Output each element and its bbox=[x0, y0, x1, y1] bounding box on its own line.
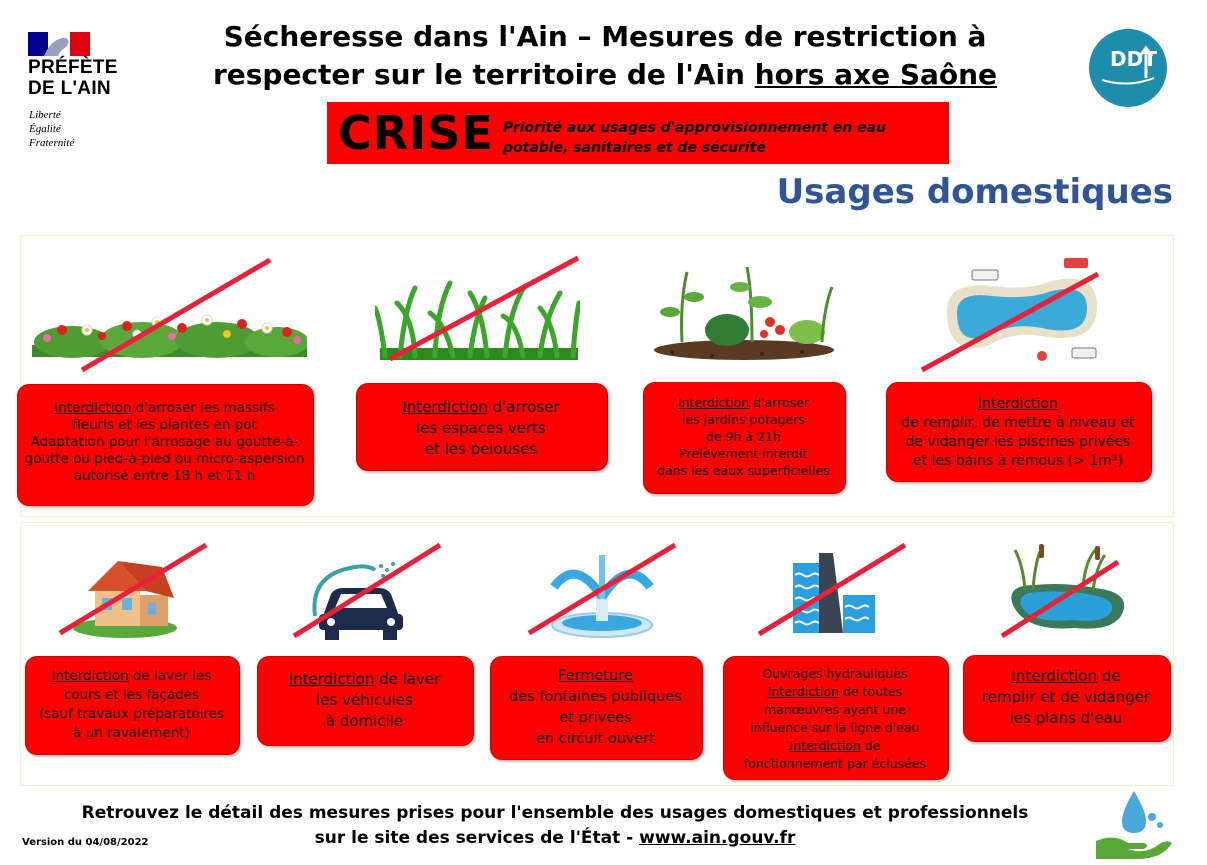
measure-text: et les bains à remous (> 1m³) bbox=[913, 453, 1123, 469]
measure-hydraulic-text bbox=[723, 665, 947, 773]
measure-ponds-text bbox=[963, 666, 1169, 729]
measure-flowerbeds-text bbox=[17, 400, 312, 485]
prefecture-line-2: DE L'AIN bbox=[28, 78, 111, 99]
website-link[interactable]: www.ain.gouv.fr bbox=[639, 828, 796, 848]
measure-text: fonctionnement par éclusées bbox=[743, 756, 927, 771]
measure-text-line bbox=[25, 686, 238, 705]
version-date: Version du 04/08/2022 bbox=[22, 837, 149, 848]
measure-text-line bbox=[356, 418, 606, 439]
measure-keyword: Interdiction bbox=[54, 400, 132, 416]
measure-text-line bbox=[25, 667, 238, 686]
measure-text: cours et les façades bbox=[63, 687, 199, 703]
measure-text-line bbox=[723, 719, 947, 737]
measure-text-line bbox=[963, 666, 1169, 687]
motto-fraternite: Fraternité bbox=[29, 137, 75, 149]
measure-text: des fontaines publiques bbox=[509, 689, 682, 705]
measure-text: les espaces verts bbox=[416, 419, 546, 437]
measure-text-line bbox=[886, 452, 1150, 471]
measure-text: fleuris et les plantes en pot bbox=[72, 417, 257, 433]
measure-text-line bbox=[17, 451, 312, 468]
measure-text: de bbox=[1097, 667, 1121, 685]
measure-text-line bbox=[17, 417, 312, 434]
motto-liberte: Liberté bbox=[29, 109, 61, 121]
measure-text-line bbox=[643, 411, 844, 428]
crisis-priority-text: Priorité aux usages d'approvisionnement en eau potable, sanitaires et de sécurité bbox=[503, 120, 886, 156]
measure-keyword: Interdiction bbox=[288, 670, 375, 688]
prohibition-slash-icon bbox=[292, 543, 442, 638]
measure-text-line bbox=[643, 394, 844, 411]
measure-text: à un ravalement) bbox=[73, 725, 190, 741]
motto-egalite: Égalité bbox=[29, 123, 61, 135]
measure-text-line bbox=[17, 400, 312, 417]
page-title bbox=[160, 18, 1050, 94]
water-drop-hand-icon bbox=[1094, 789, 1174, 861]
measure-text-line bbox=[490, 666, 701, 687]
measure-text: Prélèvement interdit bbox=[679, 446, 808, 461]
measure-text: les plans d'eau bbox=[1009, 709, 1123, 727]
prefecture-name bbox=[28, 57, 118, 99]
prohibition-slash-icon bbox=[80, 258, 272, 372]
measure-text: de bbox=[860, 738, 881, 753]
measure-text-line bbox=[963, 708, 1169, 729]
measure-vehicles-text bbox=[257, 669, 472, 732]
measure-text: Adaptation pour l'arrosage au goutte-à- bbox=[30, 434, 299, 450]
measure-text: autorisé entre 18 h et 11 h bbox=[73, 468, 256, 484]
measure-text: de laver les bbox=[128, 668, 212, 684]
vegetable-garden-icon bbox=[652, 262, 837, 367]
measure-text-line bbox=[723, 755, 947, 773]
measure-text-line bbox=[723, 737, 947, 755]
marianne-flag-icon bbox=[28, 32, 90, 56]
title-line-2-text: respecter sur le territoire de l'Ain bbox=[212, 58, 755, 91]
measure-lawns-text bbox=[356, 397, 606, 460]
measure-text: influence sur la ligne d'eau bbox=[750, 720, 920, 735]
measure-text-line bbox=[257, 690, 472, 711]
prohibition-slash-icon bbox=[1000, 560, 1120, 638]
prohibition-slash-icon bbox=[388, 256, 580, 361]
measure-pools-text bbox=[886, 395, 1150, 471]
section-title: Usages domestiques bbox=[776, 172, 1173, 212]
measure-keyword: Interdiction bbox=[402, 398, 488, 416]
measure-text-line bbox=[25, 724, 238, 743]
measure-text-line bbox=[490, 687, 701, 708]
prohibition-slash-icon bbox=[58, 543, 208, 635]
measure-text-line bbox=[17, 434, 312, 451]
measure-text: manœuvres ayant une bbox=[764, 702, 906, 717]
measure-text: en circuit ouvert bbox=[535, 731, 656, 747]
measure-text-line bbox=[257, 669, 472, 690]
measure-keyword: Interdiction bbox=[1011, 667, 1098, 685]
measure-text-line bbox=[886, 414, 1150, 433]
measure-fountains-text bbox=[490, 666, 701, 750]
measure-text: remplir et de vidanger bbox=[981, 688, 1151, 706]
measure-keyword: Interdiction bbox=[789, 738, 861, 753]
measure-keyword: Interdiction bbox=[51, 668, 129, 684]
measure-text: les jardins potagers bbox=[682, 412, 805, 427]
title-line-2 bbox=[160, 56, 1050, 94]
measure-keyword: Interdiction bbox=[978, 396, 1058, 412]
measure-text-line bbox=[25, 705, 238, 724]
measure-text: de 9h à 21h bbox=[706, 429, 781, 444]
measure-text-line bbox=[356, 397, 606, 418]
footer-line-2-text: sur le site des services de l'État - bbox=[314, 828, 640, 848]
measure-text-line bbox=[643, 445, 844, 462]
republic-motto bbox=[29, 108, 74, 150]
measure-keyword: Interdiction bbox=[767, 684, 840, 699]
measure-text-line bbox=[886, 433, 1150, 452]
crisis-level: CRISE bbox=[338, 106, 494, 160]
measure-gardens-text bbox=[643, 394, 844, 479]
measure-text: Ouvrages hydrauliques bbox=[762, 666, 908, 681]
footer-info bbox=[40, 801, 1070, 851]
measure-text-line bbox=[490, 729, 701, 750]
measure-text: les véhicules bbox=[316, 691, 413, 709]
measure-text: d'arroser bbox=[487, 398, 560, 416]
prohibition-slash-icon bbox=[527, 543, 677, 635]
measure-keyword: Fermeture bbox=[558, 668, 633, 684]
measure-text-line bbox=[17, 468, 312, 485]
measure-text-line bbox=[490, 708, 701, 729]
prefecture-line-1: PRÉFÈTE bbox=[28, 57, 118, 78]
title-line-2-underlined: hors axe Saône bbox=[754, 58, 998, 91]
prohibition-slash-icon bbox=[920, 272, 1100, 372]
measure-keyword: Interdiction bbox=[677, 395, 750, 410]
measure-text-line bbox=[356, 439, 606, 460]
measure-text: et privées bbox=[559, 710, 632, 726]
measure-text-line bbox=[643, 428, 844, 445]
measure-text: à domicile bbox=[325, 712, 404, 730]
measure-text: dans les eaux superficielles bbox=[657, 463, 830, 478]
prohibition-slash-icon bbox=[757, 543, 907, 636]
measure-text-line bbox=[643, 462, 844, 479]
ddt-logo bbox=[1088, 28, 1168, 108]
measure-text: goutte ou pied-à-pied ou micro-aspersion bbox=[24, 451, 305, 467]
measure-facades-text bbox=[25, 667, 238, 743]
measure-text: d'arroser bbox=[749, 395, 810, 410]
measure-text: de toutes bbox=[839, 684, 903, 699]
svg-text:DDT: DDT bbox=[1110, 47, 1157, 71]
measure-text: d'arroser les massifs bbox=[131, 400, 275, 416]
measure-text-line bbox=[723, 665, 947, 683]
measure-text-line bbox=[723, 683, 947, 701]
measure-text: de remplir, de mettre à niveau et bbox=[901, 415, 1135, 431]
measure-text-line bbox=[723, 701, 947, 719]
measure-text: de vidanger les piscines privées bbox=[905, 434, 1131, 450]
measure-text: et les pelouses bbox=[424, 440, 538, 458]
measure-text: de laver bbox=[374, 670, 441, 688]
footer-line-1: Retrouvez le détail des mesures prises pour l'ensemble des usages domestiques et professionnels bbox=[81, 803, 1029, 823]
measure-text: (sauf travaux préparatoires bbox=[38, 706, 225, 722]
measure-text-line bbox=[886, 395, 1150, 414]
measure-text-line bbox=[963, 687, 1169, 708]
title-line-1: Sécheresse dans l'Ain – Mesures de restriction à bbox=[223, 20, 987, 53]
measure-text-line bbox=[257, 711, 472, 732]
footer-line-2 bbox=[40, 826, 1070, 851]
